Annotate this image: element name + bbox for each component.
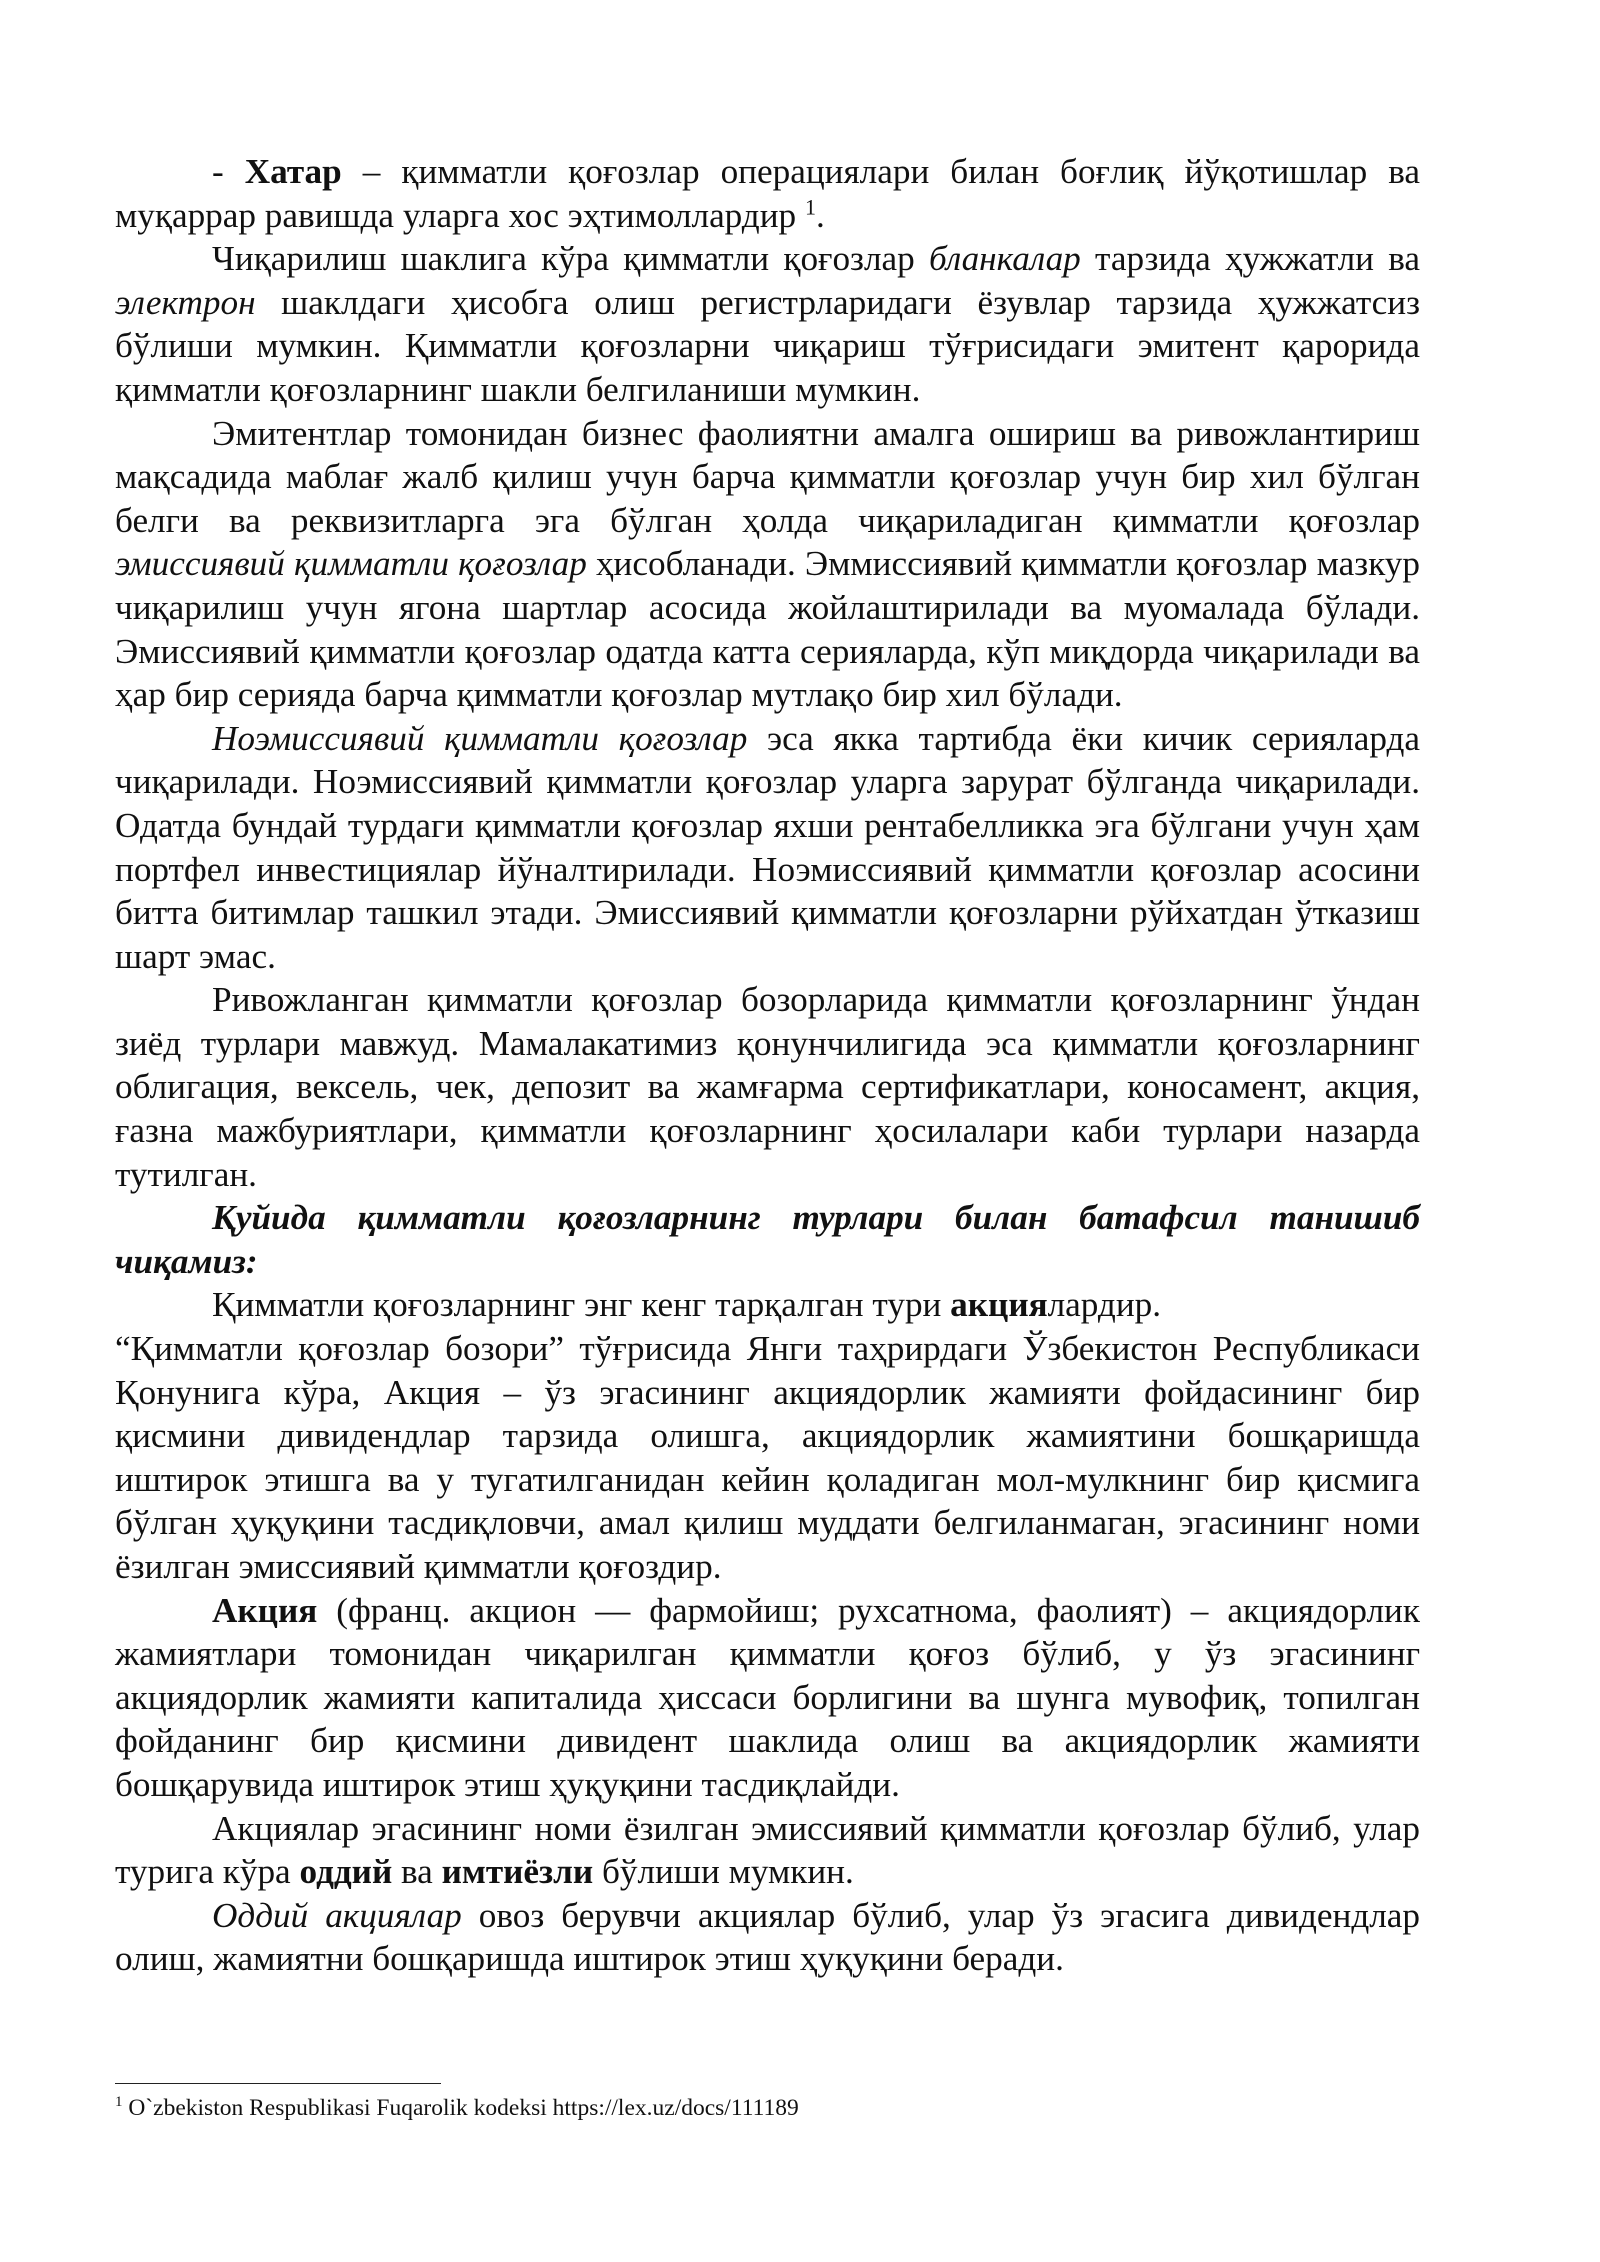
- paragraph-text: ва: [392, 1852, 442, 1892]
- paragraph-text: Қимматли қоғозларнинг энг кенг тарқалган тури: [212, 1285, 951, 1325]
- paragraph-text: Чиқарилиш шаклига кўра қимматли қоғозлар: [212, 239, 929, 279]
- paragraph-text: эса якка тартибда ёки кичик серияларда чиқарилади. Ноэмиссиявий қимматли қоғозлар уларга зарурат бўлганда чиқарилади. Одатда бундай турдаги қимматли қоғозлар яхши рентабелликка эга бўлгани учун ҳам портфел инвестициялар йўналтирилади. Ноэмиссиявий қимматли қоғозлар асосини битта битимлар ташкил этади. Эмиссиявий қимматли қоғозларни рўйхатдан ўтказиш шарт эмас.: [115, 718, 1420, 976]
- footnote-number: 1: [115, 2094, 123, 2111]
- bold-term: оддий: [299, 1852, 393, 1892]
- document-body: [115, 150, 1420, 1981]
- paragraph-risk-definition: [115, 150, 1420, 237]
- footnote-separator: [115, 2083, 441, 2084]
- footnote: [115, 2093, 799, 2123]
- paragraph-text: шаклдаги ҳисобга олиш регистрларидаги ёзувлар тарзида ҳужжатсиз бўлиши мумкин. Қимматли қоғозларни чиқариш тўғрисидаги эмитент қарорида қимматли қоғозларнинг шакли белгиланиши мумкин.: [115, 282, 1420, 409]
- paragraph-issue-forms: [115, 237, 1420, 411]
- paragraph-text: лардир.: [1047, 1285, 1162, 1325]
- paragraph-text: “Қимматли қоғозлар бозори” тўғрисида Янги таҳрирдаги Ўзбекистон Республикаси Қонунига кўра, Акция – ўз эгасининг акциядорлик жамияти фойдасининг бир қисмини дивидендлар тарзида олишга, акциядорлик жамиятини бошқаришда иштирок этишга ва у тугатилганидан кейин қоладиган мол-мулкнинг бир қисмига бўлган ҳуқуқини тасдиқловчи, амал қилиш муддати белгиланмаган, эгасининг номи ёзилган эмиссиявий қимматли қоғоздир.: [115, 1329, 1420, 1586]
- bold-term: Акция: [212, 1590, 318, 1630]
- paragraph-shares-intro: [115, 1283, 1420, 1327]
- italic-term: бланкалар: [929, 239, 1081, 279]
- italic-term: эмиссиявий қимматли қоғозлар: [115, 544, 587, 584]
- paragraph-text: Акциялар эгасининг номи ёзилган эмиссиявий қимматли қоғозлар бўлиб, улар турига кўра: [115, 1808, 1420, 1892]
- paragraph-share-definition: [115, 1589, 1420, 1807]
- footnote-reference[interactable]: 1: [804, 193, 816, 219]
- paragraph-text: .: [815, 195, 825, 235]
- paragraph-law-definition: [115, 1327, 1420, 1589]
- paragraph-text: (франц. акцион — фармойиш; рухсатнома, фаолият) – акциядорлик жамиятлари томонидан чиқарилган қимматли қоғоз бўлиб, у ўз эгасининг акциядорлик жамияти капиталида ҳиссаси борлигини ва шунга мувофиқ, топилган фойданинг бир қисмини дивидент шаклида олиш ва акциядорлик жамияти бошқарувида иштирок этиш ҳуқуқини тасдиқлайди.: [115, 1590, 1420, 1804]
- paragraph-non-emission-securities: [115, 717, 1420, 979]
- paragraph-emission-securities: [115, 412, 1420, 717]
- bold-term: имтиёзли: [441, 1852, 594, 1892]
- paragraph-text: овоз берувчи акциялар бўлиб, улар ўз эгасига дивидендлар олиш, жамиятни бошқаришда иштирок этиш ҳуқуқини беради.: [115, 1895, 1420, 1979]
- term-risk: Хатар: [244, 152, 342, 191]
- paragraph-ordinary-shares: [115, 1894, 1420, 1981]
- paragraph-securities-types: [115, 978, 1420, 1196]
- bold-italic-heading: Қуйида қимматли қоғозларнинг турлари билан батафсил танишиб чиқамиз:: [115, 1198, 1420, 1281]
- paragraph-text: – қимматли қоғозлар операциялари билан боғлиқ йўқотишлар ва муқаррар равишда уларга хос эҳтимоллардир: [115, 152, 1420, 235]
- paragraph-section-intro: [115, 1196, 1420, 1283]
- dash: -: [212, 152, 245, 191]
- bold-term: акция: [950, 1285, 1048, 1325]
- italic-term: Оддий акциялар: [212, 1895, 462, 1935]
- paragraph-text: бўлиши мумкин.: [593, 1852, 854, 1892]
- paragraph-text: Эмитентлар томонидан бизнес фаолиятни амалга ошириш ва ривожлантириш мақсадида маблағ жалб қилиш учун барча қимматли қоғозлар учун бир хил бўлган белги ва реквизитларга эга бўлган ҳолда чиқариладиган қимматли қоғозлар: [115, 413, 1420, 540]
- italic-term: Ноэмиссиявий қимматли қоғозлар: [212, 718, 748, 758]
- paragraph-text: тарзида ҳужжатли ва: [1080, 239, 1420, 279]
- paragraph-text: Ривожланган қимматли қоғозлар бозорларида қимматли қоғозларнинг ўндан зиёд турлари мавжуд. Мамалакатимиз қонунчилигида эса қимматли қоғозларнинг облигация, вексель, чек, депозит ва жамғарма сертификатлари, коносамент, акция, ғазна мажбуриятлари, қимматли қоғозларнинг ҳосилалари каби турлари назарда тутилган.: [115, 980, 1420, 1194]
- paragraph-text: ҳисобланади. Эммиссиявий қимматли қоғозлар мазкур чиқарилиш учун ягона шартлар асосида жойлаштирилади ва муомалада бўлади. Эмиссиявий қимматли қоғозлар одатда катта серияларда, кўп миқдорда чиқарилади ва ҳар бир серияда барча қимматли қоғозлар мутлақо бир хил бўлади.: [115, 544, 1420, 715]
- italic-term: электрон: [115, 282, 256, 322]
- paragraph-share-kinds: [115, 1807, 1420, 1894]
- footnote-text: O`zbekiston Respublikasi Fuqarolik kodeksi https://lex.uz/docs/111189: [122, 2095, 799, 2121]
